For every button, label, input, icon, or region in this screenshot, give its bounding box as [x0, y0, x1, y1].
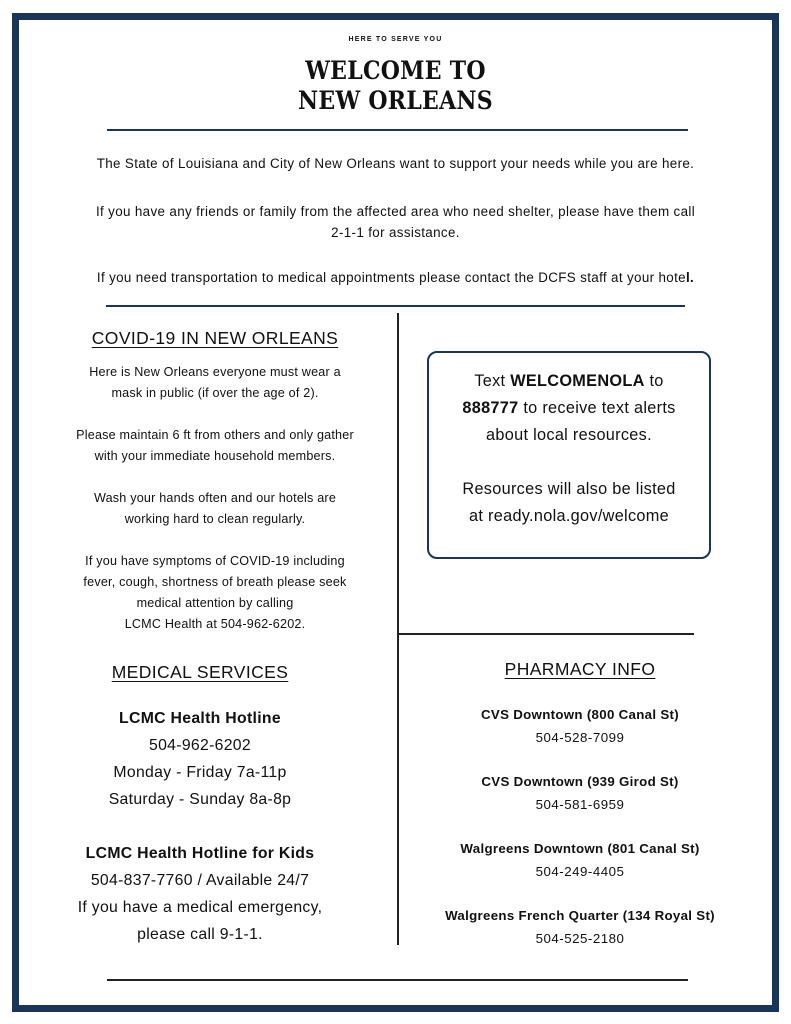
- pharmacy-item: [400, 839, 760, 906]
- title-line-2: NEW ORLEANS: [298, 86, 493, 115]
- pharmacy-list: [400, 705, 760, 973]
- kids-hotline-name: [0, 840, 400, 867]
- kids-hotline-name-text: LCMC Health Hotline for Kids: [85, 845, 315, 862]
- text-alert-line-4: Resources will also be listed: [462, 480, 676, 498]
- text-alert-line-3: about local resources.: [486, 426, 652, 444]
- pharmacy-item: [400, 906, 760, 973]
- medical-spacer: [0, 813, 400, 840]
- pharmacy-name: Walgreens French Quarter (134 Royal St): [445, 908, 715, 923]
- text-alert-after-number: to receive text alerts: [518, 399, 676, 417]
- kids-hotline-phone: 504-837-7760 / Available 24/7: [90, 872, 310, 889]
- pharmacy-item: [400, 772, 760, 839]
- covid-p1-line-2: mask in public (if over the age of 2).: [111, 386, 319, 400]
- covid-p1-line-1: Here is New Orleans everyone must wear a: [89, 365, 341, 379]
- text-alert-number: 888777: [462, 399, 519, 417]
- covid-p2-line-2: with your immediate household members.: [94, 449, 336, 463]
- covid-p3-line-2: working hard to clean regularly.: [124, 512, 306, 526]
- hotline-name-text: LCMC Health Hotline: [119, 710, 281, 727]
- covid-p4-line-3: medical attention by calling: [136, 596, 294, 610]
- hotline-hours-weekend: Saturday - Sunday 8a-8p: [108, 791, 292, 808]
- emergency-line-2: please call 9-1-1.: [137, 926, 263, 943]
- page-title: [47, 56, 743, 116]
- covid-symptoms-paragraph: [20, 551, 410, 635]
- pharmacy-phone: 504-525-2180: [535, 931, 625, 946]
- hotline-phone: 504-962-6202: [149, 737, 251, 754]
- hotline-hours-weekday: Monday - Friday 7a-11p: [113, 764, 287, 781]
- covid-wash-paragraph: [20, 488, 410, 530]
- pharmacy-name: Walgreens Downtown (801 Canal St): [460, 841, 700, 856]
- hotline-name: [0, 705, 400, 732]
- pharmacy-phone: 504-581-6959: [535, 797, 625, 812]
- intro-p2-line-1: If you have any friends or family from the affected area who need shelter, please have them call: [95, 204, 696, 219]
- intro-p3-text: If you need transportation to medical appointments please contact the DCFS staff at your hote: [96, 270, 686, 285]
- title-line-1: WELCOME TO: [305, 56, 486, 85]
- row-divider: [398, 633, 694, 635]
- footer-divider: [107, 979, 688, 981]
- covid-p3-line-1: Wash your hands often and our hotels are: [93, 491, 337, 505]
- covid-p4-line-2: fever, cough, shortness of breath please seek: [83, 575, 347, 589]
- intro-paragraph-1: The State of Louisiana and City of New Orleans want to support your needs while you are here.: [96, 156, 695, 171]
- text-alert-line-5: at ready.nola.gov/welcome: [469, 507, 669, 525]
- medical-heading: MEDICAL SERVICES: [111, 662, 289, 682]
- emergency-line-1: If you have a medical emergency,: [77, 899, 323, 916]
- title-divider: [107, 129, 688, 131]
- intro-divider: [106, 305, 685, 307]
- covid-heading: COVID-19 IN NEW ORLEANS: [91, 328, 339, 348]
- pharmacy-name: CVS Downtown (800 Canal St): [481, 707, 679, 722]
- text-alert-line-1: [429, 368, 709, 396]
- pharmacy-phone: 504-249-4405: [535, 864, 625, 879]
- covid-p4-line-4: LCMC Health at 504-962-6202.: [124, 617, 306, 631]
- text-alert-line-2: [429, 395, 709, 423]
- covid-mask-paragraph: [20, 362, 410, 404]
- intro-p3-end: l.: [685, 270, 695, 285]
- covid-p4-line-1: If you have symptoms of COVID-19 including: [85, 554, 345, 568]
- covid-p2-line-1: Please maintain 6 ft from others and only gather: [76, 428, 354, 442]
- pharmacy-heading: PHARMACY INFO: [504, 659, 656, 679]
- intro-paragraph-2: [20, 201, 771, 243]
- kicker-text: HERE TO SERVE YOU: [348, 36, 443, 43]
- pharmacy-phone: 504-528-7099: [535, 730, 625, 745]
- medical-section: [0, 705, 400, 948]
- pharmacy-item: [400, 705, 760, 772]
- pharmacy-name: CVS Downtown (939 Girod St): [481, 774, 679, 789]
- text-alert-box: [427, 351, 711, 559]
- text-alert-to: to: [644, 372, 664, 390]
- text-alert-keyword: WELCOMENOLA: [510, 372, 645, 390]
- intro-paragraph-3: [20, 267, 771, 288]
- text-alert-prefix: Text: [474, 372, 511, 390]
- covid-distance-paragraph: [20, 425, 410, 467]
- intro-p2-line-2: 2-1-1 for assistance.: [331, 225, 460, 240]
- covid-section: [20, 362, 410, 635]
